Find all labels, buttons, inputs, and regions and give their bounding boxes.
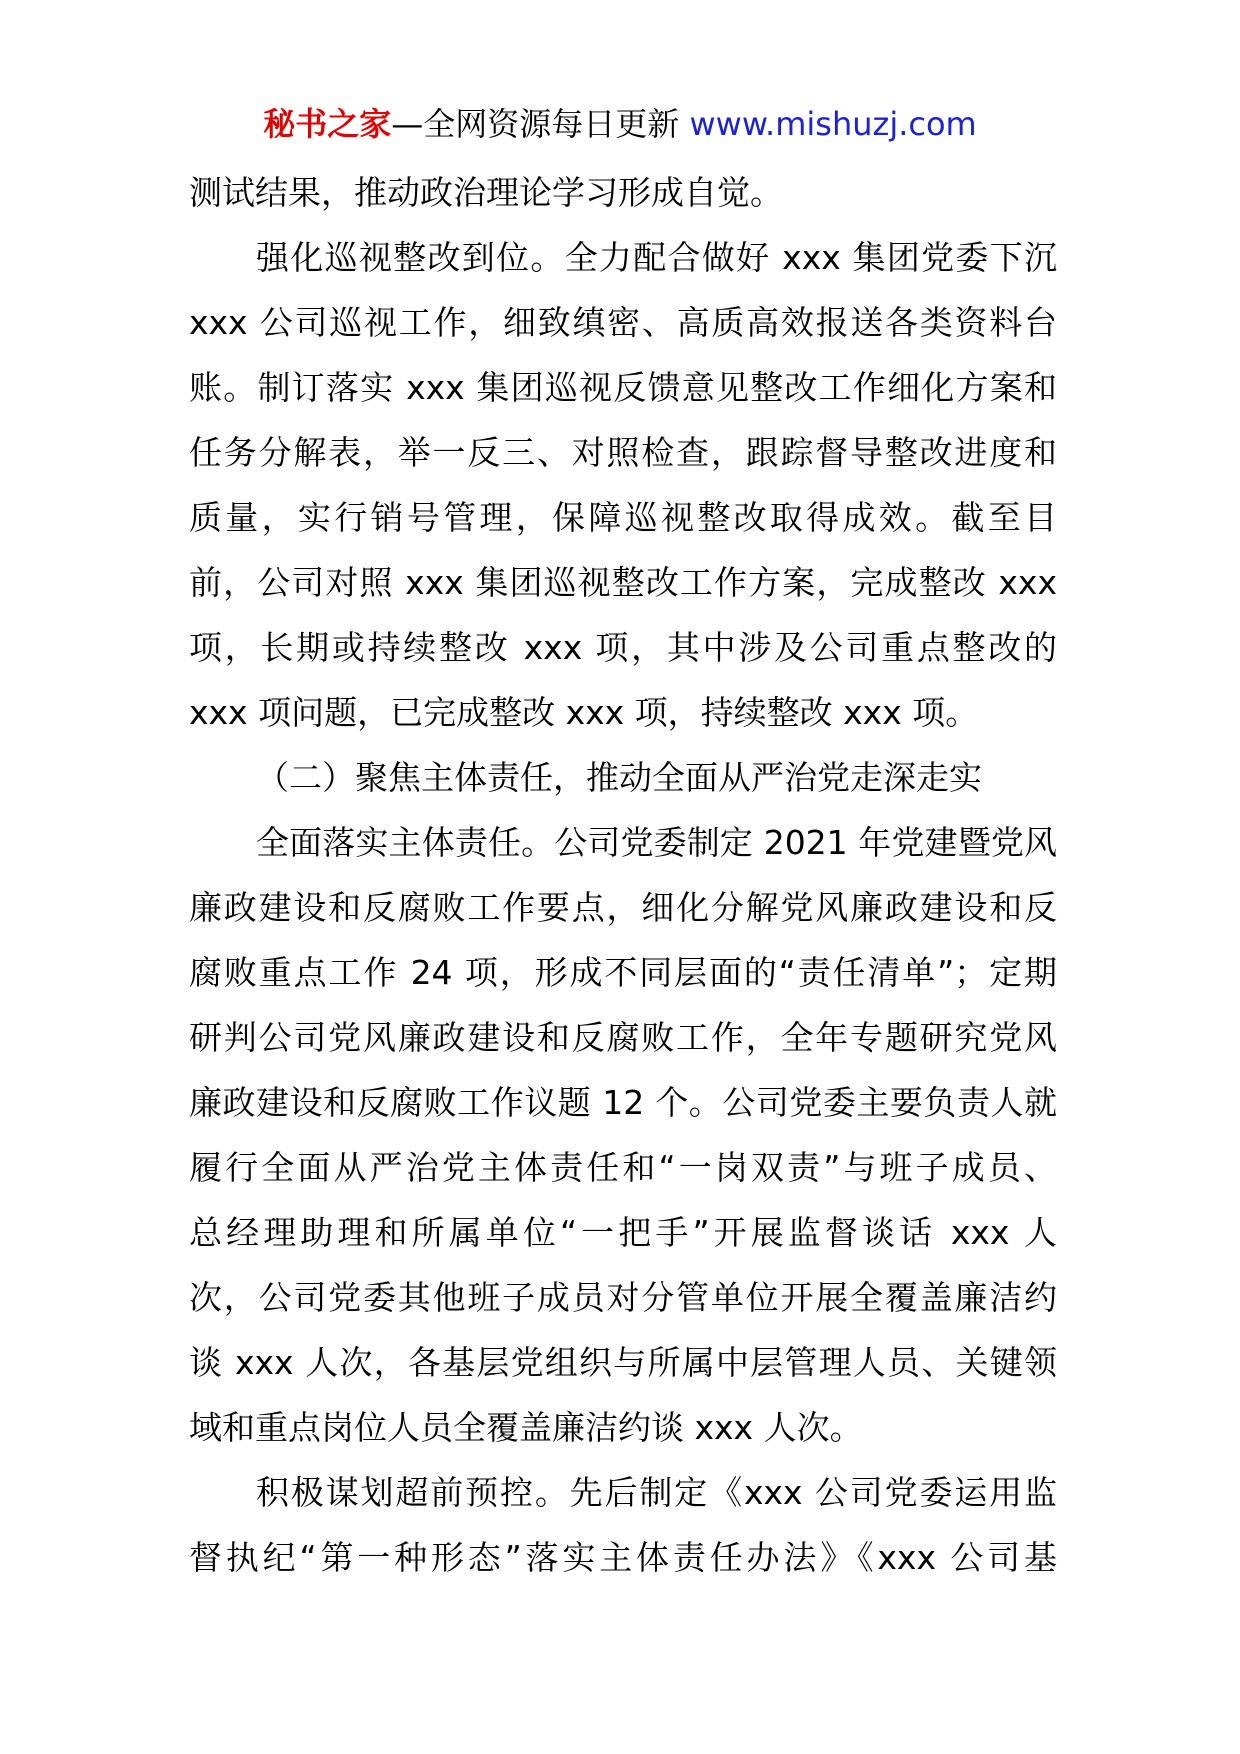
body-text-line: 强化巡视整改到位。全力配合做好 xxx 集团党委下沉 <box>256 238 1057 277</box>
body-text-line: 总经理助理和所属单位“一把手”开展监督谈话 xxx 人 <box>189 1213 1057 1252</box>
paragraph <box>189 810 1057 1460</box>
paragraph <box>189 225 1057 745</box>
body-text-line: 积极谋划超前预控。先后制定《xxx 公司党委运用监 <box>256 1473 1057 1512</box>
page-header <box>0 104 1240 144</box>
body-text-line: 研判公司党风廉政建设和反腐败工作，全年专题研究党风 <box>189 1018 1057 1057</box>
body-text-line: 谈 xxx 人次，各基层党组织与所属中层管理人员、关键领 <box>189 1343 1057 1382</box>
body-text-line: 廉政建设和反腐败工作要点，细化分解党风廉政建设和反 <box>189 888 1057 927</box>
body-text-line: 廉政建设和反腐败工作议题 12 个。公司党委主要负责人就 <box>189 1083 1057 1122</box>
body-text-line: 前，公司对照 xxx 集团巡视整改工作方案，完成整改 xxx <box>189 563 1057 602</box>
section-heading-text: （二）聚焦主体责任，推动全面从严治党走深走实 <box>256 758 982 797</box>
body-text-line: 次，公司党委其他班子成员对分管单位开展全覆盖廉洁约 <box>189 1278 1057 1317</box>
body-text-line: xxx 项问题，已完成整改 xxx 项，持续整改 xxx 项。 <box>189 693 979 732</box>
section-heading <box>189 745 1057 810</box>
document-body <box>189 160 1057 1590</box>
body-text-line: 腐败重点工作 24 项，形成不同层面的“责任清单”；定期 <box>189 953 1057 992</box>
site-url-link[interactable]: www.mishuzj.com <box>689 105 977 143</box>
paragraph <box>189 1460 1057 1590</box>
body-text-line: 项，长期或持续整改 xxx 项，其中涉及公司重点整改的 <box>189 628 1057 667</box>
body-text-line: 域和重点岗位人员全覆盖廉洁约谈 xxx 人次。 <box>189 1408 863 1447</box>
body-text-line: xxx 公司巡视工作，细致缜密、高质高效报送各类资料台 <box>189 303 1057 342</box>
body-text-line: 账。制订落实 xxx 集团巡视反馈意见整改工作细化方案和 <box>189 368 1057 407</box>
body-text-line: 质量，实行销号管理，保障巡视整改取得成效。截至目 <box>189 498 1057 537</box>
body-text-line: 任务分解表，举一反三、对照检查，跟踪督导整改进度和 <box>189 433 1057 472</box>
body-text-line: 全面落实主体责任。公司党委制定 2021 年党建暨党风 <box>256 823 1057 862</box>
brand-name: 秘书之家 <box>263 105 392 143</box>
header-tagline: —全网资源每日更新 <box>391 105 690 143</box>
body-text-line: 测试结果，推动政治理论学习形成自觉。 <box>189 173 783 212</box>
body-text-line: 督执纪“第一种形态”落实主体责任办法》《xxx 公司基 <box>189 1538 1057 1577</box>
paragraph <box>189 160 1057 225</box>
body-text-line: 履行全面从严治党主体责任和“一岗双责”与班子成员、 <box>189 1148 1057 1187</box>
